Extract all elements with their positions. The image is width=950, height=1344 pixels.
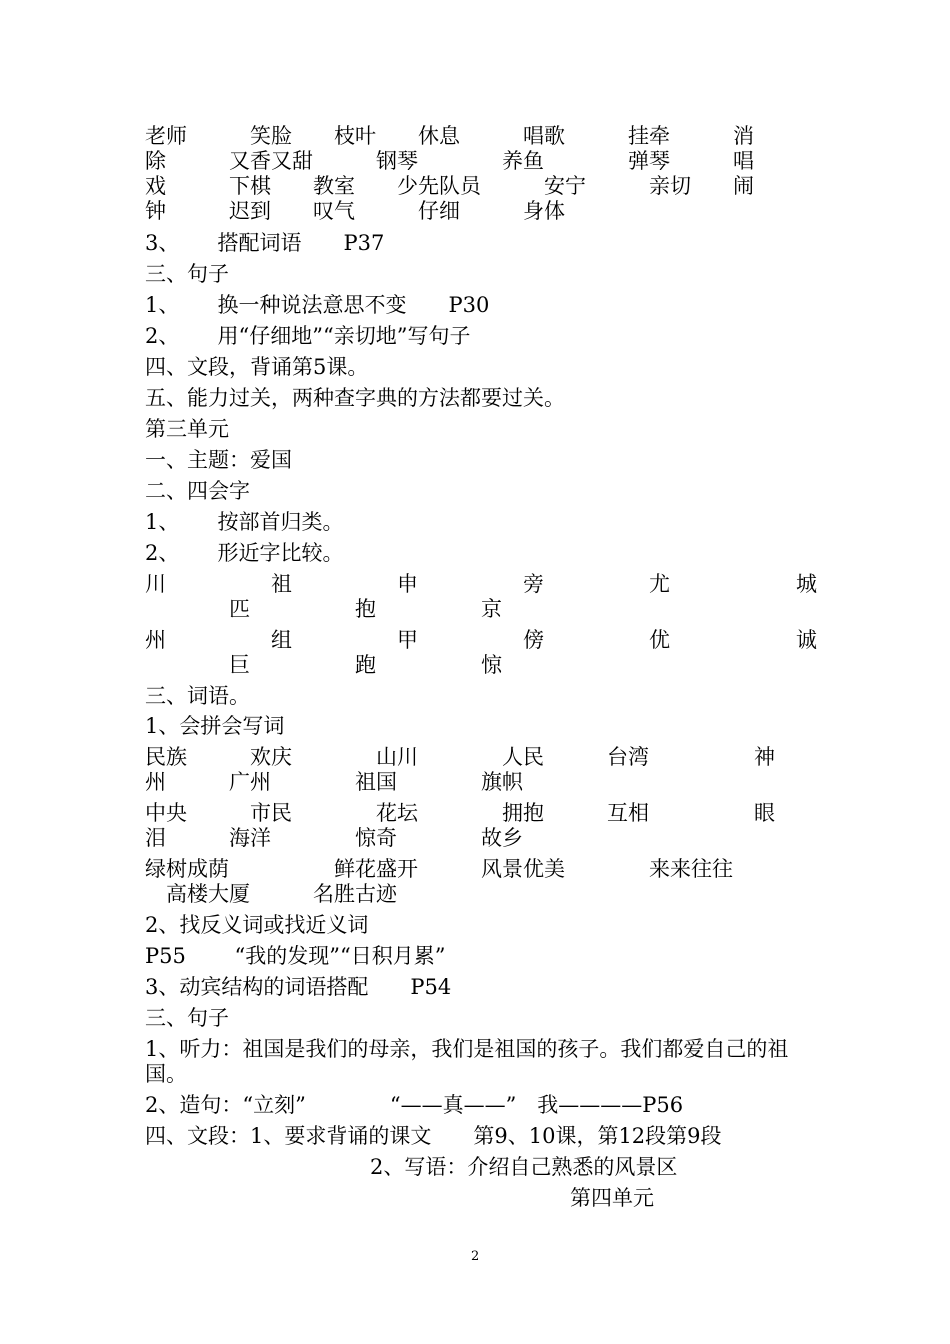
text-line: 2、 形近字比较。 <box>145 541 344 565</box>
text-line: 除 又香又甜 钢琴 养鱼 弹琴 唱 <box>145 149 754 173</box>
unit-heading: 第四单元 <box>570 1186 654 1210</box>
word-row: 泪 海洋 惊奇 故乡 <box>145 826 523 850</box>
section-heading: 三、句子 <box>145 1006 229 1030</box>
text-line: 1、会拼会写词 <box>145 714 285 738</box>
text-line: 2、造句：“立刻” “——真——” 我————P56 <box>145 1093 684 1117</box>
section-heading: 四、文段，背诵第5课。 <box>145 355 369 379</box>
text-line: 戏 下棋 教室 少先队员 安宁 亲切 闹 <box>145 174 754 198</box>
char-row: 匹 抱 京 <box>145 597 502 621</box>
text-line: 1、 换一种说法意思不变 P30 <box>145 293 490 317</box>
text-line: 2、 用“仔细地”“亲切地”写句子 <box>145 324 471 348</box>
section-heading: 四、文段：1、要求背诵的课文 第9、10课，第12段第9段 <box>145 1124 722 1148</box>
word-row: 绿树成荫 鲜花盛开 风景优美 来来往往 <box>145 857 733 881</box>
text-line: 2、写语：介绍自己熟悉的风景区 <box>370 1155 678 1179</box>
word-row: 民族 欢庆 山川 人民 台湾 神 <box>145 745 775 769</box>
char-row: 巨 跑 惊 <box>145 653 502 677</box>
section-heading: 三、词语。 <box>145 684 250 708</box>
word-row: 高楼大厦 名胜古迹 <box>145 882 397 906</box>
text-line: 1、 按部首归类。 <box>145 510 344 534</box>
char-row: 川 祖 申 旁 尤 城 <box>145 572 817 596</box>
text-line: 国。 <box>145 1062 187 1086</box>
text-line: 钟 迟到 叹气 仔细 身体 <box>145 199 565 223</box>
word-row: 中央 市民 花坛 拥抱 互相 眼 <box>145 801 775 825</box>
section-heading: 二、四会字 <box>145 479 250 503</box>
text-line: 3、动宾结构的词语搭配 P54 <box>145 975 452 999</box>
char-row: 州 组 甲 傍 优 诚 <box>145 628 817 652</box>
text-line: 2、找反义词或找近义词 <box>145 913 369 937</box>
text-line: 老师 笑脸 枝叶 休息 唱歌 挂牵 消 <box>145 124 754 148</box>
text-line: 3、 搭配词语 P37 <box>145 231 385 255</box>
page-number: 2 <box>471 1249 480 1264</box>
section-heading: 一、主题：爱国 <box>145 448 292 472</box>
section-heading: 五、能力过关，两种查字典的方法都要过关。 <box>145 386 565 410</box>
section-heading: 三、句子 <box>145 262 229 286</box>
text-line: P55 “我的发现”“日积月累” <box>145 944 446 968</box>
unit-heading: 第三单元 <box>145 417 229 441</box>
text-line: 1、听力：祖国是我们的母亲，我们是祖国的孩子。我们都爱自己的祖 <box>145 1037 789 1061</box>
word-row: 州 广州 祖国 旗帜 <box>145 770 523 794</box>
